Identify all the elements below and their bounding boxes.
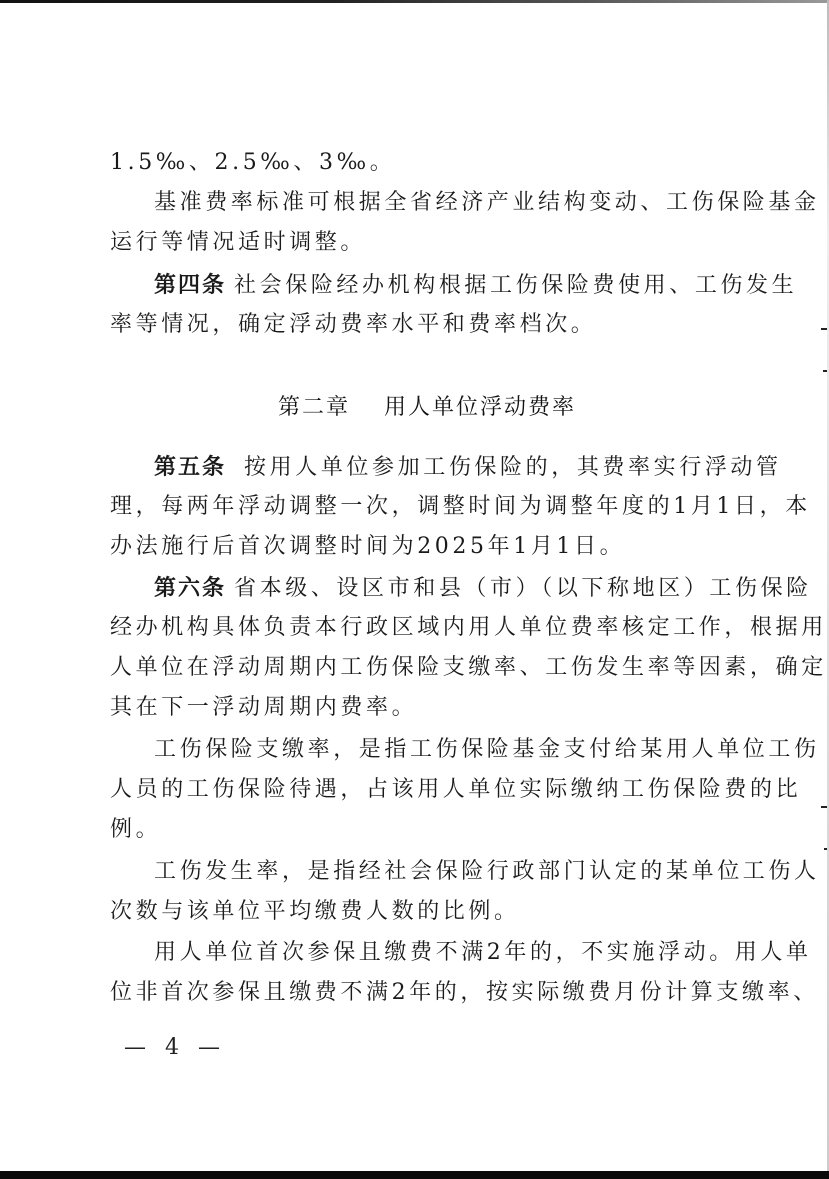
line-text: 理，每两年浮动调整一次，调整时间为调整年度的1月1日，本 — [110, 494, 811, 519]
text-line — [110, 183, 820, 223]
line-text: 办法施行后首次调整时间为2025年1月1日。 — [110, 534, 626, 559]
text-line — [110, 688, 722, 728]
line-text: 运行等情况适时调整。 — [110, 230, 367, 255]
line-text: 用人单位首次参保且缴费不满2年的，不实施浮动。用人单 — [154, 940, 812, 965]
line-text: 工伤发生率，是指经社会保险行政部门认定的某单位工伤人 — [154, 859, 820, 884]
text-line — [110, 810, 722, 850]
text-line — [110, 527, 722, 567]
line-text: 率等情况，确定浮动费率水平和费率档次。 — [110, 312, 597, 337]
line-text: 次数与该单位平均缴费人数的比例。 — [110, 899, 520, 924]
article-label: 第四条 — [154, 272, 227, 298]
line-text: 经办机构具体负责本行政区域内用人单位费率核定工作，根据用 — [110, 615, 827, 640]
scan-edge-mark — [821, 328, 827, 330]
line-text: 社会保险经办机构根据工伤保险费使用、工伤发生 — [234, 273, 798, 298]
chapter-number: 第二章 — [278, 395, 351, 420]
line-text: 按用人单位参加工伤保险的，其费率实行浮动管 — [244, 455, 782, 480]
text-line — [110, 933, 812, 973]
text-line — [110, 770, 802, 810]
scan-edge-mark — [821, 806, 827, 808]
scan-edge-mark — [823, 370, 827, 372]
chapter-title: 用人单位浮动费率 — [384, 395, 577, 420]
text-line — [110, 305, 722, 345]
scan-border-bottom — [0, 1171, 829, 1179]
line-text: 基准费率标准可根据全省经济产业结构变动、工伤保险基金 — [154, 190, 820, 215]
line-text: 人员的工伤保险待遇，占该用人单位实际缴纳工伤保险费的比 — [110, 777, 802, 802]
article-label: 第六条 — [154, 575, 227, 601]
article-line — [110, 265, 798, 305]
text-line — [110, 973, 819, 1013]
text-line — [110, 730, 820, 770]
article-label: 第五条 — [154, 454, 227, 480]
line-text: 1.5‰、2.5‰、3‰。 — [110, 150, 396, 175]
text-line — [110, 487, 811, 527]
line-text: 例。 — [110, 817, 162, 842]
line-text: 人单位在浮动周期内工伤保险支缴率、工伤发生率等因素，确定 — [110, 655, 827, 680]
text-line — [110, 892, 722, 932]
line-text: 省本级、设区市和县（市）（以下称地区）工伤保险 — [234, 576, 812, 601]
line-text: 其在下一浮动周期内费率。 — [110, 695, 418, 720]
text-line — [110, 143, 722, 183]
text-line — [110, 648, 827, 688]
article-line — [110, 447, 782, 487]
scan-border-top — [0, 0, 829, 3]
line-text: 位非首次参保且缴费不满2年的，按实际缴费月份计算支缴率、 — [110, 980, 819, 1005]
text-line — [110, 852, 820, 892]
text-line — [110, 223, 722, 263]
scan-edge-mark — [824, 848, 827, 850]
chapter-heading — [278, 388, 576, 428]
text-line — [110, 608, 827, 648]
article-line — [110, 568, 812, 608]
line-text: 工伤保险支缴率，是指工伤保险基金支付给某用人单位工伤 — [154, 737, 820, 762]
page-number: — 4 — — [124, 1035, 226, 1060]
